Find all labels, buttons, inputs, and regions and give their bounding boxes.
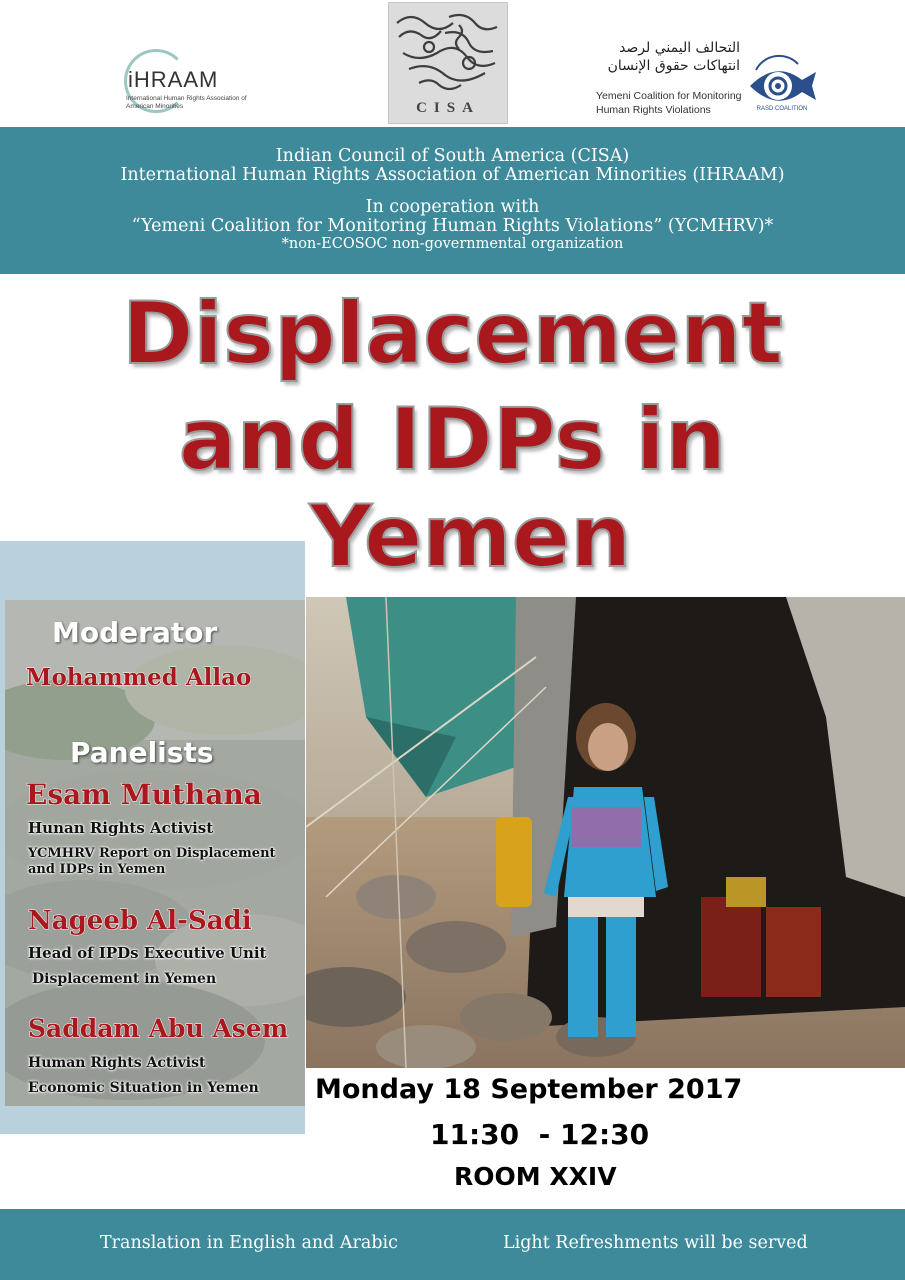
event-title-line3: Yemen — [309, 487, 632, 587]
program-panel — [0, 600, 305, 1110]
event-time: 11:30 - 12:30 — [430, 1118, 650, 1151]
event-title-line1: Displacement — [122, 284, 783, 384]
panelist-topic-cont: and IDPs in Yemen — [28, 862, 166, 877]
event-date: Monday 18 September 2017 — [315, 1074, 743, 1105]
panelists-heading: Panelists — [70, 736, 214, 769]
panelist-name: Saddam Abu Asem — [28, 1014, 289, 1043]
refreshments-note: Light Refreshments will be served — [503, 1233, 808, 1253]
rasd-coalition-label: RASD COALITION — [756, 106, 808, 112]
ycmhrv-arabic-line2: انتهاكات حقوق الإنسان — [607, 58, 740, 74]
ycmhrv-logo — [592, 38, 832, 124]
ycmhrv-english-line1: Yemeni Coalition for Monitoring — [596, 90, 742, 102]
event-room: ROOM XXIV — [454, 1162, 617, 1191]
organizers-band — [0, 127, 905, 274]
displaced-child-photo — [306, 597, 905, 1068]
panelist-role: Human Rights Activist — [28, 1055, 206, 1071]
moderator-heading: Moderator — [52, 616, 218, 649]
cooperation-partner-line: “Yemeni Coalition for Monitoring Human Rights Violations” (YCMHRV)* — [131, 216, 774, 236]
moderator-name: Mohammed Allao — [26, 664, 252, 691]
ycmhrv-english-line2: Human Rights Violations — [596, 104, 711, 116]
panelist-role: Hunan Rights Activist — [28, 819, 214, 837]
cooperation-line: In cooperation with — [365, 197, 540, 217]
panelist-topic: Economic Situation in Yemen — [28, 1080, 259, 1096]
panelist-name: Nageeb Al-Sadi — [28, 906, 252, 936]
cisa-wordmark: CISA — [416, 100, 480, 116]
ihraam-logo — [118, 45, 268, 115]
panelist-topic: YCMHRV Report on Displacement — [28, 846, 276, 861]
cisa-logo — [388, 2, 508, 124]
translation-note: Translation in English and Arabic — [100, 1233, 398, 1253]
ihraam-wordmark: iHRAAM — [128, 67, 219, 92]
event-title-line2: and IDPs in — [178, 390, 727, 490]
tent-scene-image — [306, 597, 905, 1068]
ihraam-subtitle: International Human Rights Association of American Minorities — [126, 95, 247, 110]
panelist-name: Esam Muthana — [26, 778, 262, 811]
organizer-line-cisa: Indian Council of South America (CISA) — [275, 146, 630, 166]
panelist-topic: Displacement in Yemen — [32, 971, 217, 987]
panelist-role: Head of IPDs Executive Unit — [28, 944, 267, 962]
organizer-line-ihraam: International Human Rights Association of American Minorities (IHRAAM) — [120, 165, 785, 185]
footer-band — [0, 1209, 905, 1280]
cisa-emblem-icon — [389, 3, 507, 103]
ngo-footnote: *non-ECOSOC non-governmental organization — [281, 236, 624, 252]
ycmhrv-arabic-line1: التحالف اليمني لرصد — [619, 40, 740, 56]
